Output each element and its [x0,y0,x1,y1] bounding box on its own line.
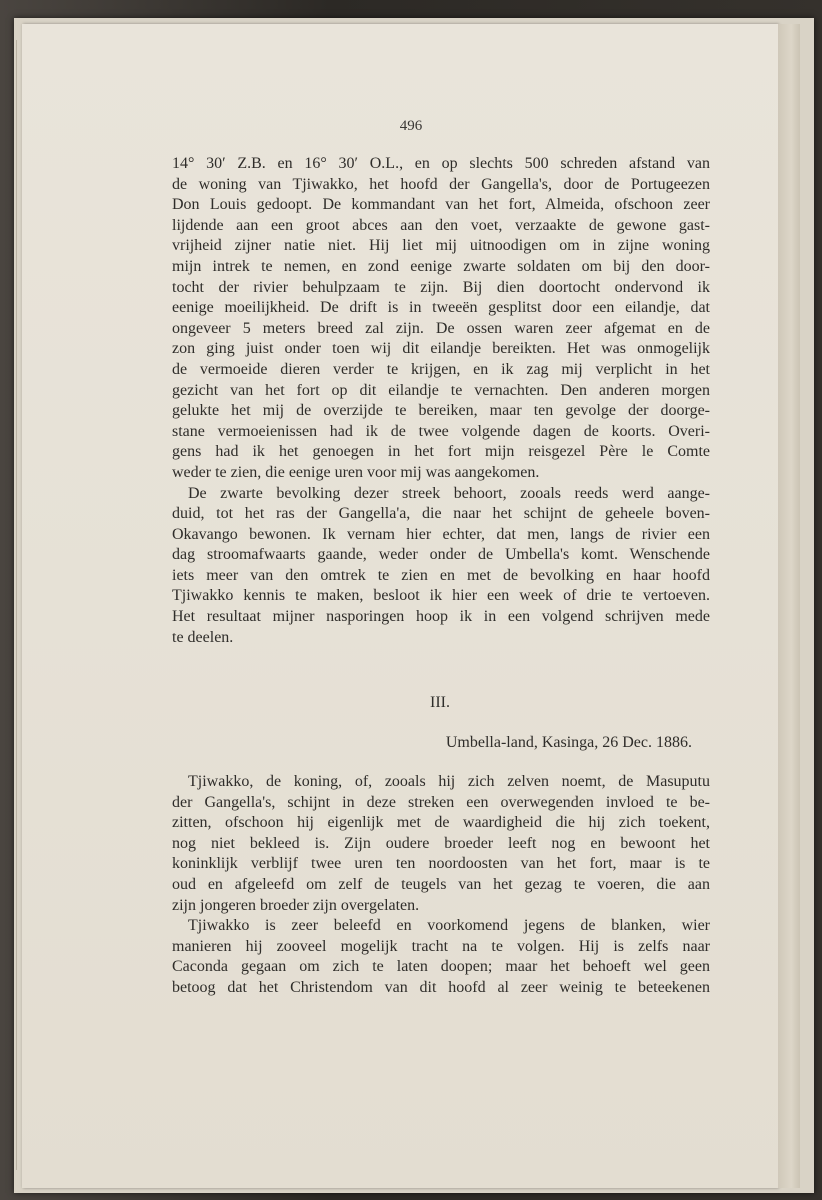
text-line: Het resultaat mijner nasporingen hoop ik in een volgend schrijven mede [172,608,710,626]
text-line: tocht der rivier behulpzaam te zijn. Bij dien doortocht ondervond ik [172,278,710,296]
page-stack-edge [778,24,800,1188]
text-line: vrijheid zijner natie niet. Hij liet mij uitnoodigen om in zijne woning [172,237,710,255]
text-block-second [172,772,710,999]
text-line: iets meer van den omtrek te zien en met de bevolking en haar hoofd [172,566,710,584]
text-line: duid, tot het ras der Gangella'a, die naar het schijnt de geheele boven- [172,505,710,523]
text-line: koninklijk verblijf twee uren ten noordoosten van het fort, maar is te [172,855,710,873]
text-line: Caconda gegaan om zich te laten doopen; maar het behoeft wel geen [172,958,710,976]
text-line: gezicht van het fort op dit eilandje te vernachten. Den anderen morgen [172,381,710,399]
paragraph [172,484,710,649]
text-line: stane vermoeienissen had ik de twee volgende dagen de koorts. Overi- [172,422,710,440]
text-line: de woning van Tjiwakko, het hoofd der Gangella's, door de Portugeezen [172,175,710,193]
text-line: oud en afgeleefd om zelf de teugels van het gezag te voeren, die aan [172,875,710,893]
text-line: nog niet bekleed is. Zijn oudere broeder leeft nog en bewoont het [172,834,710,852]
section-heading: III. [430,694,450,711]
text-line: gens had ik het genoegen in het fort mijn reisgezel Père le Comte [172,443,710,461]
paragraph [172,772,710,916]
text-line: zon ging juist onder toen wij dit eilandje bereikten. Het was onmogelijk [172,340,710,358]
text-line: ongeveer 5 meters breed zal zijn. De ossen waren zeer afgemat en de [172,319,710,337]
text-line: Okavango bewonen. Ik vernam hier echter, dat men, langs de rivier een [172,525,710,543]
text-line: weder te zien, die eenige uren voor mij was aangekomen. [172,463,540,481]
text-line: Don Louis gedoopt. De kommandant van het fort, Almeida, ofschoon zeer [172,196,710,214]
text-line: der Gangella's, schijnt in deze streken een overwegenden invloed te be- [172,793,710,811]
paragraph [172,154,710,484]
text-line: gelukte het mij de overzijde te bereiken, maar ten gevolge der doorge- [172,402,710,420]
text-line: De zwarte bevolking dezer streek behoort, zooals reeds werd aange- [188,484,710,502]
text-line: dag stroomafwaarts gaande, weder onder de Umbella's komt. Wenschende [172,546,710,564]
text-line: zitten, ofschoon hij eigenlijk met de waardigheid die hij zich toekent, [172,814,710,832]
text-line: betoog dat het Christendom van dit hoofd al zeer weinig te beteekenen [172,978,710,996]
text-line: de vermoeide dieren verder te krijgen, en ik zag mij verplicht in het [172,360,710,378]
text-line: lijdende aan een groot abces aan den voet, verzaakte de gewone gast- [172,216,710,234]
paragraph [172,916,710,998]
text-line: manieren hij zooveel mogelijk tracht na te volgen. Hij is zelfs naar [172,937,710,955]
text-line: eenige moeilijkheid. De drift is in tweeën gesplitst door een eilandje, dat [172,299,710,317]
text-line: Tjiwakko is zeer beleefd en voorkomend jegens de blanken, wier [188,917,710,935]
text-line: 14° 30′ Z.B. en 16° 30′ O.L., en op slechts 500 schreden afstand van [172,155,710,172]
text-line: Tjiwakko, de koning, of, zooals hij zich zelven noemt, de Masuputu [188,773,710,790]
text-line: mijn intrek te nemen, en zond eenige zwarte soldaten om bij den door- [172,257,710,275]
text-line: zijn jongeren broeder zijn overgelaten. [172,896,420,914]
text-line: Tjiwakko kennis te maken, besloot ik hier een week of drie te vertoeven. [172,587,710,605]
text-block-first [172,154,710,648]
text-line: te deelen. [172,628,234,646]
letter-dateline: Umbella-land, Kasinga, 26 Dec. 1886. [445,734,692,751]
page-number: 496 [399,118,423,134]
